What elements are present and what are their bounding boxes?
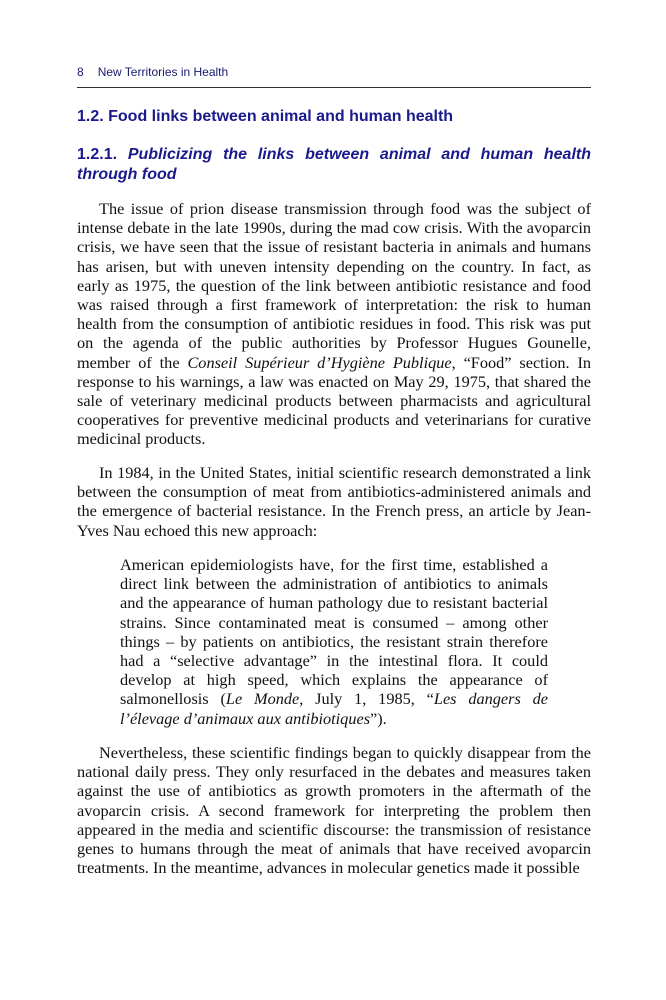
running-title: New Territories in Health <box>97 65 229 79</box>
running-head <box>77 65 591 79</box>
block-quote <box>120 555 548 728</box>
quote-source: Le Monde <box>225 689 300 709</box>
quote-text-c: ”). <box>370 708 387 728</box>
subsection-heading <box>77 145 591 185</box>
subsection-title: Publicizing the links between animal and human health through food <box>77 146 591 183</box>
paragraph-2: In 1984, in the United States, initial scientific research demonstrated a link between the consumption of meat from antibiotics-administered animals and the emergence of bacterial resistance. In the French press, an article by Jean-Yves Nau echoed this new approach: <box>77 463 591 540</box>
quote-text-a: American epidemiologists have, for the first time, established a direct link between the administration of antibiotics to animals and the appearance of human pathology due to resistant bacterial strains. Since contaminated meat is consumed – among other things – by patients on antibiotics, the resistant strain therefore had a “selective advantage” in the intestinal flora. It could develop at high speed, which explains the appearance of salmonellosis ( <box>120 555 548 709</box>
header-rule <box>77 87 591 88</box>
paragraph-1-emphasis: Conseil Supérieur d’Hygiène Publique <box>187 352 452 372</box>
paragraph-1-text-b: , “Food” section. In response to his warnings, a law was enacted on May 29, 1975, that shared the sale of veterinary medicinal products between pharmacists and agricultural cooperatives for preventive medicinal products and veterinarians for curative medicinal products. <box>77 352 592 449</box>
quote-text-b: , July 1, 1985, “ <box>299 689 434 709</box>
paragraph-3: Nevertheless, these scientific findings began to quickly disappear from the national daily press. They only resurfaced in the debates and measures taken against the use of antibiotics as growth promoters in the aftermath of the avoparcin crisis. A second framework for interpreting the problem then appeared in the media and scientific discourse: the transmission of resistance genes to humans through the meat of animals that have received avoparcin treatments. In the meantime, advances in molecular genetics made it possible <box>77 743 591 878</box>
section-heading: 1.2. Food links between animal and human health <box>77 108 454 125</box>
page-number: 8 <box>77 65 84 79</box>
subsection-number: 1.2.1. <box>77 146 118 163</box>
paragraph-1-text-a: The issue of prion disease transmission through food was the subject of intense debate in the late 1990s, during the mad cow crisis. With the avoparcin crisis, we have seen that the issue of resistant bacteria in animals and humans has arisen, but with uneven intensity depending on the country. In fact, as early as 1975, the question of the link between antibiotic resistance and food was raised through a first framework of interpretation: the risk to human health from the consumption of antibiotic residues in food. This risk was put on the agenda of the public authorities by Professor Hugues Gounelle, member of the <box>77 199 591 372</box>
quote-article-title: Les dangers de l’élevage d’animaux aux antibiotiques <box>120 689 549 728</box>
paragraph-1 <box>77 199 591 449</box>
